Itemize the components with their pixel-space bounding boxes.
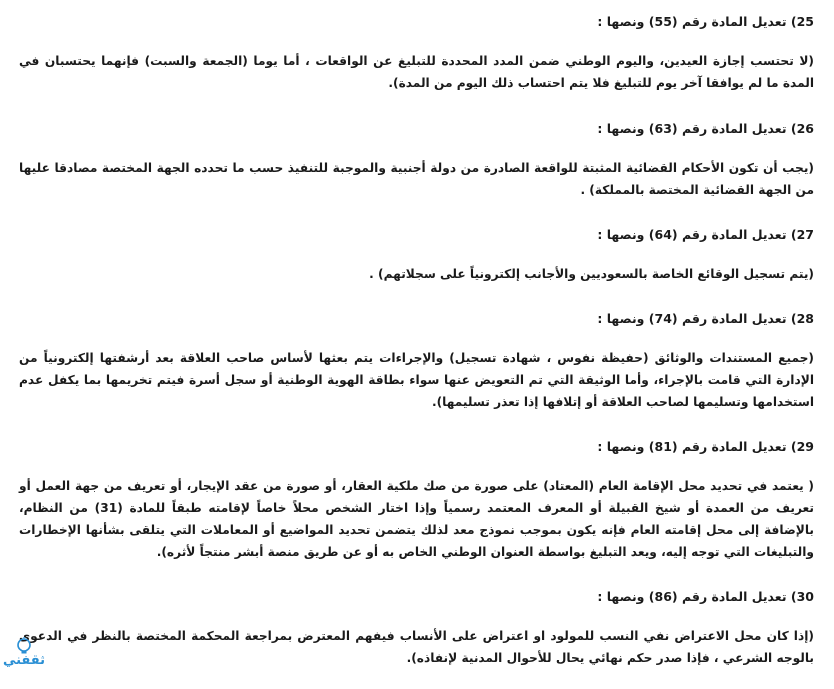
article-heading: 25) تعديل المادة رقم (55) ونصها : [597, 14, 814, 29]
article-section-26 [19, 120, 814, 201]
article-section-27 [19, 226, 814, 285]
article-body: (جميع المستندات والوثائق (حفيظة نفوس ، شهادة تسجيل) والإجراءات يتم بعثها لأساس صاحب العلاقة بعد أرشفتها إلكترونياً من الإدارة التي قامت بالإجراء، وأما الوثيقة التي تم التعويض عنها سواء بطاقة الهوية الوطنية أو سجل أسرة فيتم تخريمها بما يكفل عدم استخدامها وتسليمها لصاحب العلاقة أو إتلافها إذا تعذر تسليمها). [19, 351, 814, 409]
article-body: (لا تحتسب إجازة العيدين، واليوم الوطني ضمن المدد المحددة للتبليغ عن الواقعات ، أما يوما (الجمعة والسبت) فإنهما يحتسبان في المدة ما لم يوافقا آخر يوم للتبليغ فلا يتم احتساب ذلك اليوم من المدة). [19, 54, 814, 90]
article-heading: 26) تعديل المادة رقم (63) ونصها : [597, 121, 814, 136]
article-section-30 [19, 588, 814, 669]
article-body: (يتم تسجيل الوقائع الخاصة بالسعوديين والأجانب إلكترونياً على سجلاتهم) . [369, 267, 814, 281]
article-section-25 [19, 13, 814, 94]
article-heading: 30) تعديل المادة رقم (86) ونصها : [597, 589, 814, 604]
watermark-text: ثقفني [2, 653, 46, 668]
article-heading: 29) تعديل المادة رقم (81) ونصها : [597, 439, 814, 454]
article-body: ( يعتمد في تحديد محل الإقامة العام (المعتاد) على صورة من صك ملكية العقار، أو صورة من عقد الإيجار، أو تعريف من جهة العمل أو تعريف من العمدة أو شيخ القبيلة أو المعرف المعتمد رسمياً وإذا اختار الشخص محلاً خاصاً لإقامته طبقاً للمادة (31) من النظام، بالإضافة إلى محل إقامته العام فإنه يكون بموجب نموذج معد لذلك يتضمن تحديد المواضيع أو المعاملات التي يتلقى بشأنها الإخطارات والتبليغات التي توجه إليه، ويعد التبليغ بواسطة العنوان الوطني الخاص به أو عن طريق منصة أبشر منتجاً لأثره). [19, 479, 814, 559]
article-body: (إذا كان محل الاعتراض نفي النسب للمولود او اعتراض على الأنساب فيفهم المعترض بمراجعة المحكمة المختصة بالنظر في الدعوى بالوجه الشرعي ، فإذا صدر حكم نهائي يحال للأحوال المدنية لإنفاذه). [19, 629, 814, 665]
article-section-29 [19, 438, 814, 563]
article-heading: 28) تعديل المادة رقم (74) ونصها : [597, 311, 814, 326]
article-section-28 [19, 310, 814, 413]
article-body: (يجب أن تكون الأحكام القضائية المثبتة للواقعة الصادرة من دولة أجنبية والموجبة للتنفيذ حسب ما تحدده الجهة المختصة مصادقا عليها من الجهة القضائية المختصة بالمملكة) . [19, 161, 814, 197]
article-heading: 27) تعديل المادة رقم (64) ونصها : [597, 227, 814, 242]
site-watermark-logo [2, 637, 46, 683]
